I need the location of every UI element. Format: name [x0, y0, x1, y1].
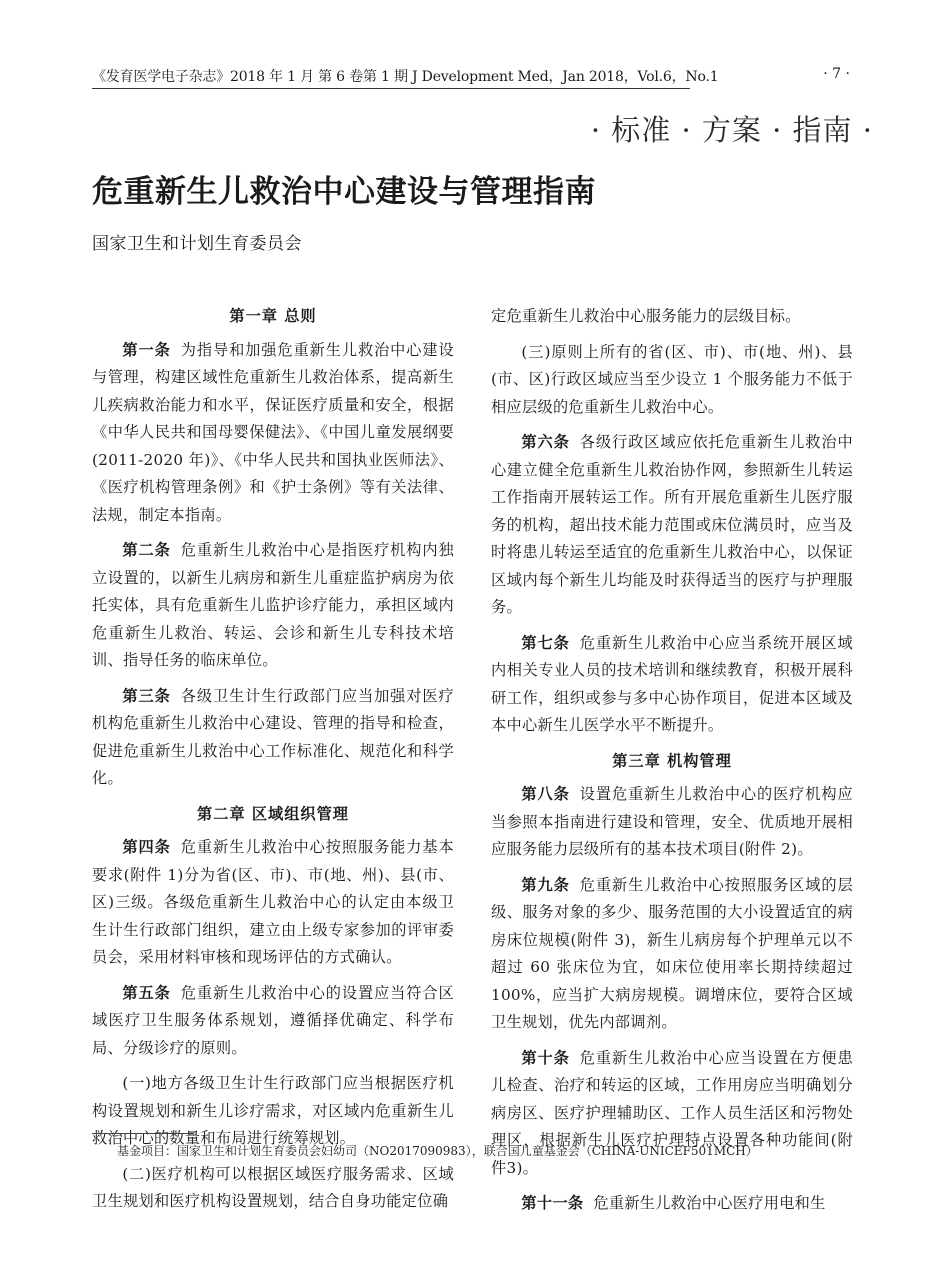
article-paragraph [491, 781, 853, 864]
article-paragraph [92, 537, 454, 675]
chapter-heading: 第三章 机构管理 [612, 751, 732, 770]
article-label: 第十条 [521, 1048, 570, 1067]
header-rule [92, 88, 690, 89]
section-tag: · 标准 · 方案 · 指南 · [590, 113, 873, 147]
article-title: 危重新生儿救治中心建设与管理指南 [92, 174, 596, 210]
article-text: 危重新生儿救治中心按照服务能力基本要求(附件 1)分为省(区、市)、市(地、州)、县(市、区)三级。各级危重新生儿救治中心的认定由本级卫生计生行政部门组织，建立由上级专家参加的评审委员会，采用材料审核和现场评估的方式确认。 [92, 838, 454, 966]
article-text: 危重新生儿救治中心应当设置在方便患儿检查、治疗和转运的区域，工作用房应当明确划分病房区、医疗护理辅助区、工作人员生活区和污物处理区，根据新生儿医疗护理特点设置各种功能间(附件3)。 [491, 1048, 853, 1177]
article-label: 第五条 [122, 983, 171, 1002]
article-text: 危重新生儿救治中心医疗用电和生 [593, 1194, 826, 1212]
article-text: 危重新生儿救治中心应当系统开展区域内相关专业人员的技术培训和继续教育，积极开展科研工作，组织或参与多中心协作项目，促进本区域及本中心新生儿医学水平不断提升。 [491, 633, 853, 734]
article-text: 危重新生儿救治中心按照服务区域的层级、服务对象的多少、服务范围的大小设置适宜的病房床位规模(附件 3)，新生儿病房每个护理单元以不超过 60 张床位为宜，如床位使用率长期持续超过 100%，应当扩大病房规模。调增床位，要符合区域卫生规划，优先内部调剂。 [491, 875, 853, 1031]
list-item-continuation: 定危重新生儿救治中心服务能力的层级目标。 [491, 307, 801, 325]
article-text: 各级行政区域应依托危重新生儿救治中心建立健全危重新生儿救治协作网，参照新生儿转运工作指南开展转运工作。所有开展危重新生儿医疗服务的机构，超出技术能力范围或床位满员时，应当及时将患儿转运至适宜的危重新生儿救治中心，以保证区域内每个新生儿均能及时获得适当的医疗与护理服务。 [491, 433, 853, 616]
left-column [92, 303, 454, 1224]
article-label: 第一条 [122, 340, 171, 359]
chapter-heading: 第二章 区域组织管理 [197, 804, 349, 823]
running-header [92, 66, 850, 88]
article-label: 第四条 [122, 838, 171, 856]
right-column [491, 303, 853, 1226]
article-paragraph [92, 980, 454, 1063]
article-label: 第二条 [122, 541, 171, 559]
article-paragraph [92, 337, 454, 530]
article-text: 设置危重新生儿救治中心的医疗机构应当参照本指南进行建设和管理，安全、优质地开展相应服务能力层级所有的基本技术项目(附件 2)。 [491, 785, 853, 858]
article-paragraph [491, 1045, 853, 1183]
chapter-heading: 第一章 总则 [229, 307, 317, 325]
article-text: 危重新生儿救治中心的设置应当符合区域医疗卫生服务体系规划，遵循择优确定、科学布局、分级诊疗的原则。 [92, 983, 454, 1057]
article-paragraph [92, 834, 454, 972]
article-label: 第六条 [521, 433, 570, 451]
funding-footnote: 基金项目：国家卫生和计划生育委员会妇幼司（NO2017090983），联合国儿童基金会（CHINA-UNICEF501MCH） [117, 1144, 758, 1158]
article-text: 为指导和加强危重新生儿救治中心建设与管理，构建区域性危重新生儿救治体系，提高新生儿疾病救治能力和水平，保证医疗质量和安全，根据《中华人民共和国母婴保健法》、《中国儿童发展纲要(2011-2020 年)》、《中华人民共和国执业医师法》、《医疗机构管理条例》和《护士条例》等有关法律、法规，制定本指南。 [92, 340, 454, 524]
journal-citation: 《发育医学电子杂志》2018 年 1 月 第 6 卷第 1 期 J Development Med，Jan 2018，Vol.6，No.1 [92, 69, 719, 85]
article-label: 第九条 [521, 875, 570, 894]
article-label: 第七条 [521, 633, 570, 652]
list-item: (一)地方各级卫生计生行政部门应当根据医疗机构设置规划和新生儿诊疗需求，对区域内危重新生儿救治中心的数量和布局进行统筹规划。 [92, 1074, 454, 1147]
article-paragraph [92, 683, 454, 793]
article-text: 各级卫生计生行政部门应当加强对医疗机构危重新生儿救治中心建设、管理的指导和检查，促进危重新生儿救治中心工作标准化、规范化和科学化。 [92, 686, 454, 787]
article-label: 第八条 [521, 785, 570, 803]
article-paragraph [491, 1190, 853, 1218]
article-author: 国家卫生和计划生育委员会 [92, 234, 302, 254]
article-paragraph [491, 872, 853, 1037]
article-paragraph [491, 429, 853, 622]
page-number: · 7 · [823, 66, 850, 82]
article-label: 第十一条 [521, 1194, 584, 1212]
list-item: (三)原则上所有的省(区、市)、市(地、州)、县(市、区)行政区域应当至少设立 1 个服务能力不低于相应层级的危重新生儿救治中心。 [491, 342, 853, 416]
article-text: 危重新生儿救治中心是指医疗机构内独立设置的，以新生儿病房和新生儿重症监护病房为依托实体，具有危重新生儿监护诊疗能力，承担区域内危重新生儿救治、转运、会诊和新生儿专科技术培训、指导任务的临床单位。 [92, 541, 454, 669]
footnote-rule [92, 1133, 194, 1134]
article-label: 第三条 [122, 686, 171, 705]
article-paragraph [491, 630, 853, 740]
list-item: (二)医疗机构可以根据区域医疗服务需求、区域卫生规划和医疗机构设置规划，结合自身功能定位确 [92, 1164, 454, 1210]
